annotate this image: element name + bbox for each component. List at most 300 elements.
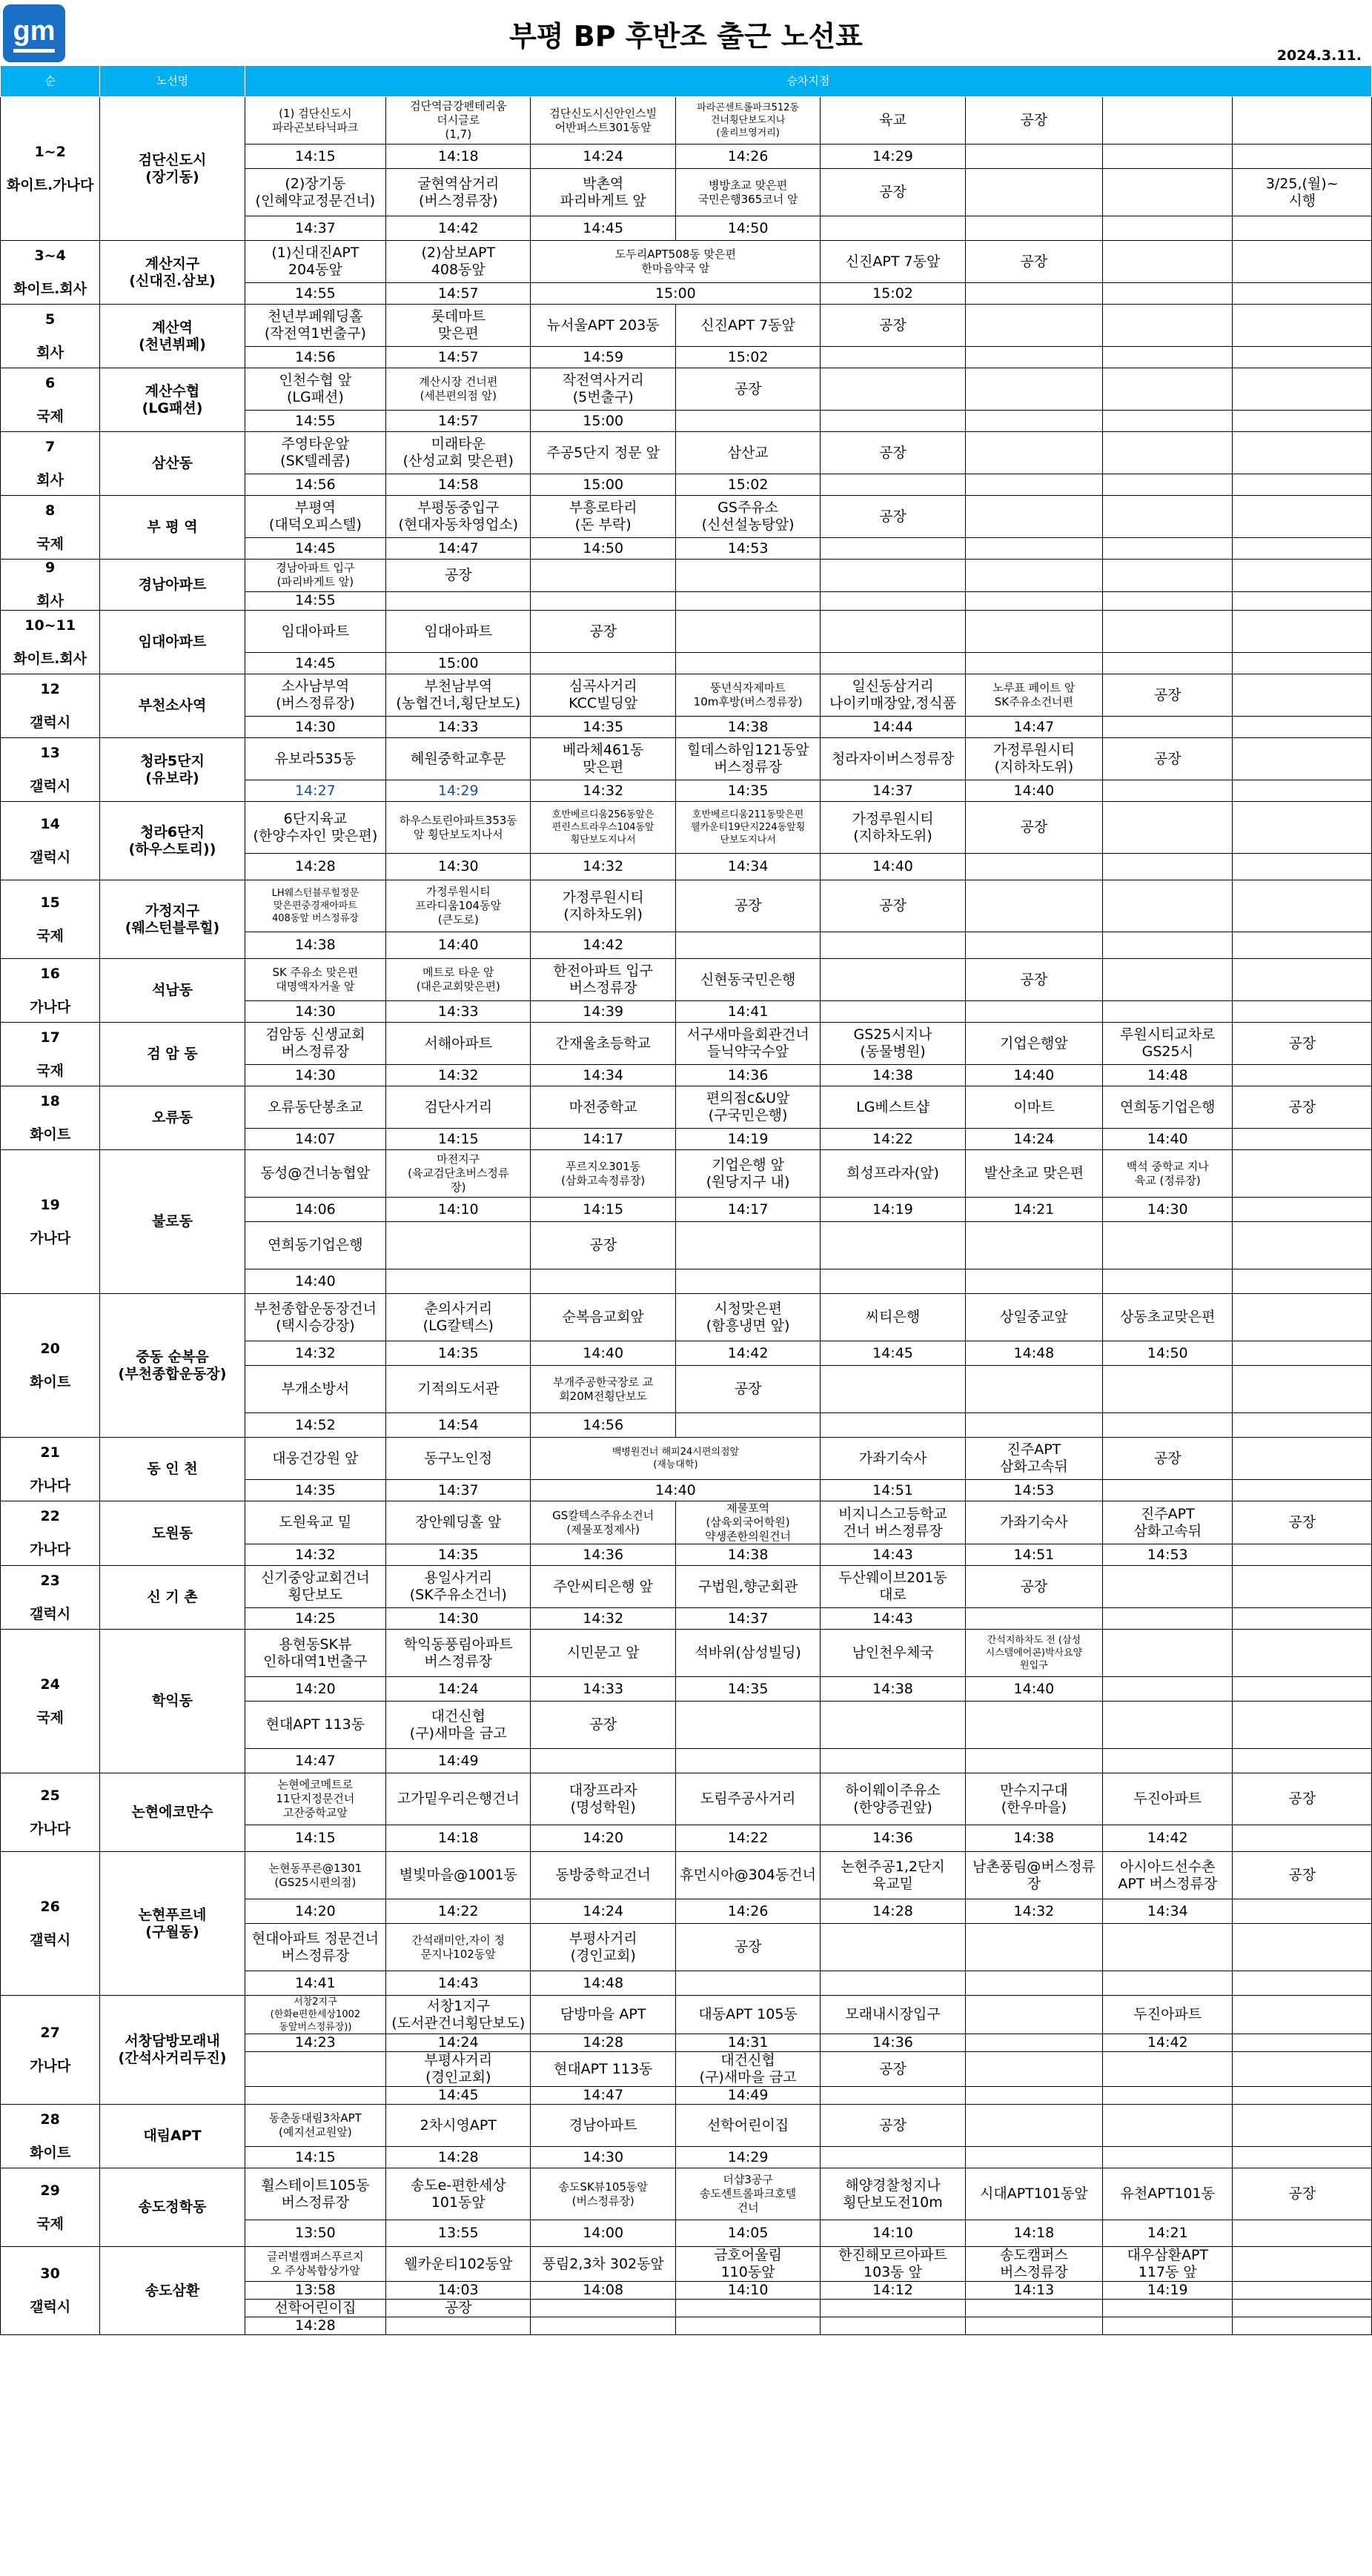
empty-cell: [821, 653, 965, 674]
empty-cell: [1233, 1825, 1372, 1852]
departure-time: 14:24: [531, 145, 675, 169]
empty-cell: [531, 1749, 675, 1773]
empty-cell: [821, 1269, 965, 1294]
departure-time: 14:56: [245, 347, 385, 368]
empty-cell: [1103, 432, 1233, 474]
route-number: 14: [40, 815, 60, 832]
departure-time: 14:42: [531, 932, 675, 959]
empty-cell: [1233, 2220, 1372, 2247]
route-stop-row: [1, 959, 1372, 1001]
stop-cell: 2차시영APT: [386, 2105, 531, 2147]
stop-cell: 공장: [965, 1566, 1102, 1608]
empty-cell: [1233, 932, 1372, 959]
stop-cell: 공장: [531, 611, 675, 653]
stop-cell: 글러벌캠퍼스푸르지 오 주상복합상가앞: [245, 2247, 385, 2282]
departure-time: 14:38: [965, 1825, 1102, 1852]
empty-cell: [1103, 653, 1233, 674]
stop-cell: 이마트: [965, 1086, 1102, 1129]
stop-cell: 일신동삼거리 나이키매장앞,정식품: [821, 674, 965, 717]
departure-time: 14:15: [245, 1825, 385, 1852]
empty-cell: [1103, 2147, 1233, 2168]
empty-cell: [1103, 474, 1233, 496]
stop-cell: 별빛마을@1001동: [386, 1852, 531, 1899]
departure-time: 14:40: [531, 1341, 675, 1366]
empty-cell: [1233, 1438, 1372, 1480]
empty-cell: [245, 2087, 385, 2105]
stop-cell: 공장: [821, 305, 965, 347]
empty-cell: [1233, 2247, 1372, 2282]
route-number: 8: [45, 502, 56, 519]
stop-cell: 도두리APT508동 맞은편 한마음약국 앞: [531, 241, 821, 283]
route-stop-row: [1, 1086, 1372, 1129]
empty-cell: [531, 2317, 675, 2335]
stop-cell: 논현주공1,2단지 육교밑: [821, 1852, 965, 1899]
empty-cell: [965, 2300, 1102, 2317]
departure-time: 14:24: [386, 2034, 531, 2052]
route-name: 도원동: [100, 1501, 245, 1566]
stop-cell: 아시아드선수촌 APT 버스정류장: [1103, 1852, 1233, 1899]
empty-cell: [821, 2317, 965, 2335]
empty-cell: [821, 1366, 965, 1413]
departure-time: 14:38: [245, 932, 385, 959]
stop-cell: 롯데마트 맞은편: [386, 305, 531, 347]
stop-cell: 송도캠퍼스 버스정류장: [965, 2247, 1102, 2282]
empty-cell: [821, 560, 965, 592]
stop-cell: 도림주공사거리: [675, 1773, 820, 1825]
route-number: 18: [40, 1092, 60, 1109]
bus-company: 회사: [36, 593, 64, 609]
stop-cell: 부평역 (대덕오피스텔): [245, 496, 385, 538]
departure-time: 14:28: [245, 2317, 385, 2335]
stop-cell: 신진APT 7동앞: [675, 305, 820, 347]
empty-cell: [965, 591, 1102, 610]
empty-cell: [1103, 216, 1233, 241]
departure-time: 14:22: [821, 1129, 965, 1150]
departure-time: 14:19: [821, 1198, 965, 1222]
route-stop-row: [1, 674, 1372, 717]
route-number: 27: [40, 2025, 60, 2041]
departure-time: 15:00: [386, 653, 531, 674]
empty-cell: [1233, 1677, 1372, 1702]
stop-cell: (1) 검단신도시 파라곤보타닉파크: [245, 97, 385, 145]
departure-time: 14:35: [386, 1341, 531, 1366]
empty-cell: [1103, 2087, 1233, 2105]
departure-time: 14:19: [675, 1129, 820, 1150]
route-stop-row: [1, 1630, 1372, 1677]
departure-time: 14:24: [965, 1129, 1102, 1150]
stop-cell: 용일사거리 (SK주유소건너): [386, 1566, 531, 1608]
departure-time: 14:43: [386, 1971, 531, 1996]
empty-cell: [1233, 2282, 1372, 2300]
bus-company: 국제: [36, 2215, 64, 2232]
departure-time: 14:20: [245, 1899, 385, 1924]
stop-cell: 공장: [1233, 1501, 1372, 1544]
departure-time: 14:03: [386, 2282, 531, 2300]
empty-cell: [965, 560, 1102, 592]
departure-time: 14:45: [386, 2087, 531, 2105]
departure-time: 14:26: [675, 1899, 820, 1924]
stop-cell: 공장: [1233, 1023, 1372, 1065]
stop-cell: 대우삼환APT 117동 앞: [1103, 2247, 1233, 2282]
route-stop-row: [1, 1150, 1372, 1198]
route-number: 29: [40, 2182, 60, 2199]
empty-cell: [1233, 1341, 1372, 1366]
empty-cell: [965, 496, 1102, 538]
bus-company: 화이트.가나다: [6, 176, 94, 193]
departure-time: 13:55: [386, 2220, 531, 2247]
stop-cell: 청라자이버스정류장: [821, 738, 965, 780]
stop-cell: 논현동푸른@1301 (GS25시편의점): [245, 1852, 385, 1899]
stop-cell: 만수지구대 (한우마을): [965, 1773, 1102, 1825]
empty-cell: [675, 653, 820, 674]
empty-cell: [1103, 2300, 1233, 2317]
departure-time: 14:25: [245, 1608, 385, 1630]
empty-cell: [1103, 1924, 1233, 1971]
departure-time: 14:53: [1103, 1544, 1233, 1566]
empty-cell: [821, 2087, 965, 2105]
empty-cell: [1233, 1198, 1372, 1222]
route-stop-row: [1, 1501, 1372, 1544]
bus-company: 국제: [36, 927, 64, 944]
page-header: [0, 0, 1372, 65]
stop-cell: 남인천우체국: [821, 1630, 965, 1677]
empty-cell: [1233, 854, 1372, 880]
stop-cell: 상동초교맞은편: [1103, 1294, 1233, 1341]
empty-cell: [1233, 1366, 1372, 1413]
stop-cell: 공장: [1233, 2168, 1372, 2220]
empty-cell: [965, 411, 1102, 432]
departure-time: 14:35: [245, 1480, 385, 1501]
stop-cell: 공장: [675, 880, 820, 932]
route-name: 가정지구 (웨스턴블루힐): [100, 880, 245, 959]
stop-cell: 공장: [965, 97, 1102, 145]
empty-cell: [675, 2300, 820, 2317]
stop-cell: 인천수협 앞 (LG패션): [245, 368, 385, 411]
stop-cell: 웰카운티102동앞: [386, 2247, 531, 2282]
route-number-cell: [1, 1438, 100, 1501]
route-name: 학익동: [100, 1630, 245, 1773]
stop-cell: 휴먼시아@304동건너: [675, 1852, 820, 1899]
stop-cell: 공장: [1233, 1086, 1372, 1129]
departure-time: 14:36: [675, 1065, 820, 1086]
stop-cell: (2)장기동 (인혜약교정문건너): [245, 169, 385, 216]
stop-cell: 현대APT 113동: [531, 2052, 675, 2087]
empty-cell: [1103, 2317, 1233, 2335]
stop-cell: 석바위(삼성빌딩): [675, 1630, 820, 1677]
route-number: 26: [40, 1898, 60, 1915]
empty-cell: [965, 880, 1102, 932]
stop-cell: 편의점c&U앞 (구국민은행): [675, 1086, 820, 1129]
route-table: [0, 65, 1372, 2335]
departure-time: 14:40: [965, 1065, 1102, 1086]
empty-cell: [1233, 1924, 1372, 1971]
stop-cell: 기업은행앞: [965, 1023, 1102, 1065]
bus-company: 갤럭시: [30, 849, 71, 866]
empty-cell: [965, 2034, 1102, 2052]
empty-cell: [531, 560, 675, 592]
route-name: 대림APT: [100, 2105, 245, 2168]
empty-cell: [1233, 368, 1372, 411]
empty-cell: [1233, 474, 1372, 496]
empty-cell: [675, 932, 820, 959]
stop-cell: 주안씨티은행 앞: [531, 1566, 675, 1608]
departure-time: 14:32: [531, 780, 675, 802]
stop-cell: 공장: [1233, 1852, 1372, 1899]
route-number-cell: [1, 1150, 100, 1294]
empty-cell: [821, 591, 965, 610]
empty-cell: [821, 216, 965, 241]
empty-cell: [1233, 2105, 1372, 2147]
departure-time: 14:05: [675, 2220, 820, 2247]
route-number: 7: [45, 438, 56, 455]
stop-cell: 공장: [1103, 738, 1233, 780]
stop-cell: 대웅건강원 앞: [245, 1438, 385, 1480]
stop-cell: 하우스토린아파트353동 앞 횡단보도지나서: [386, 802, 531, 854]
stop-cell: 가정루원시티 프라디움104동앞 (큰도로): [386, 880, 531, 932]
departure-time: 14:28: [531, 2034, 675, 2052]
stop-cell: 공장: [675, 1924, 820, 1971]
route-stop-row: [1, 802, 1372, 854]
empty-cell: [386, 2317, 531, 2335]
departure-time: 14:28: [386, 2147, 531, 2168]
empty-cell: [1233, 1150, 1372, 1198]
departure-time: 14:41: [675, 1001, 820, 1023]
departure-time: 14:42: [675, 1341, 820, 1366]
departure-time: 14:47: [965, 717, 1102, 738]
departure-time: 14:40: [531, 1480, 821, 1501]
empty-cell: [1233, 347, 1372, 368]
departure-time: 14:18: [386, 145, 531, 169]
empty-cell: [821, 959, 965, 1001]
empty-cell: [1103, 283, 1233, 305]
stop-cell: 부흥로타리 (돈 부락): [531, 496, 675, 538]
stop-cell: 삼산교: [675, 432, 820, 474]
empty-cell: [675, 1971, 820, 1996]
stop-cell: 마전중학교: [531, 1086, 675, 1129]
departure-time: 14:37: [245, 216, 385, 241]
empty-cell: [1233, 2087, 1372, 2105]
departure-time: 14:50: [531, 538, 675, 560]
empty-cell: [1233, 145, 1372, 169]
departure-time: 14:34: [1103, 1899, 1233, 1924]
departure-time: 14:53: [675, 538, 820, 560]
empty-cell: [1233, 241, 1372, 283]
route-stop-row: [1, 1852, 1372, 1899]
stop-cell: 호반베르디움256동앞은 편린스트라우스104동앞 횡단보도지나서: [531, 802, 675, 854]
route-number: 19: [40, 1196, 60, 1213]
departure-time: 15:00: [531, 474, 675, 496]
route-name: 청라6단지 (하우스토리)): [100, 802, 245, 880]
stop-cell: 시민문고 앞: [531, 1630, 675, 1677]
empty-cell: [1233, 1996, 1372, 2034]
empty-cell: [386, 591, 531, 610]
empty-cell: [1233, 1480, 1372, 1501]
empty-cell: [1233, 1630, 1372, 1677]
stop-cell: (2)삼보APT 408동앞: [386, 241, 531, 283]
departure-time: 14:30: [245, 1001, 385, 1023]
departure-time: 14:29: [675, 2147, 820, 2168]
stop-cell: 베라체461동 맞은편: [531, 738, 675, 780]
empty-cell: [1233, 305, 1372, 347]
route-name: 중동 순복음 (부천종합운동장): [100, 1294, 245, 1438]
departure-time: 14:42: [1103, 2034, 1233, 2052]
stop-cell: 공장: [386, 560, 531, 592]
bus-company: 회사: [36, 471, 64, 488]
empty-cell: [675, 1702, 820, 1749]
col-header-stops: 승차지점: [245, 66, 1371, 97]
route-number-cell: [1, 241, 100, 305]
empty-cell: [1103, 145, 1233, 169]
stop-cell: 남촌풍림@버스정류 장: [965, 1852, 1102, 1899]
route-number-cell: [1, 674, 100, 738]
departure-time: 14:30: [245, 717, 385, 738]
empty-cell: [1233, 780, 1372, 802]
stop-cell: 심곡사거리 KCC빌딩앞: [531, 674, 675, 717]
empty-cell: [1233, 1001, 1372, 1023]
departure-time: 14:15: [245, 2147, 385, 2168]
departure-time: 14:22: [386, 1899, 531, 1924]
departure-time: 14:40: [1103, 1129, 1233, 1150]
route-number-cell: [1, 1852, 100, 1996]
stop-cell: 순복음교회앞: [531, 1294, 675, 1341]
empty-cell: [1103, 1566, 1233, 1608]
empty-cell: [1233, 1544, 1372, 1566]
empty-cell: [965, 1749, 1102, 1773]
empty-cell: [1233, 2034, 1372, 2052]
route-number-cell: [1, 738, 100, 802]
stop-cell: 용현동SK뷰 인하대역1번출구: [245, 1630, 385, 1677]
departure-time: 14:21: [965, 1198, 1102, 1222]
departure-time: 14:37: [821, 780, 965, 802]
route-name: 계산역 (천년뷔페): [100, 305, 245, 368]
stop-cell: 부평사거리 (경인교회): [531, 1924, 675, 1971]
stop-cell: 금호어울림 110동앞: [675, 2247, 820, 2282]
empty-cell: [1103, 1001, 1233, 1023]
route-stop-row: [1, 1294, 1372, 1341]
stop-cell: 미래타운 (산성교회 맞은편): [386, 432, 531, 474]
empty-cell: [1103, 368, 1233, 411]
empty-cell: [1103, 1480, 1233, 1501]
stop-cell: 노루표 페이트 앞 SK주유소건너편: [965, 674, 1102, 717]
stop-cell: 부평동중입구 (현대자동차영업소): [386, 496, 531, 538]
empty-cell: [1233, 1702, 1372, 1749]
stop-cell: 연희동기업은행: [245, 1222, 385, 1269]
route-number: 9: [45, 560, 56, 576]
stop-cell: 대장프라자 (명성학원): [531, 1773, 675, 1825]
empty-cell: [1103, 496, 1233, 538]
departure-time: 14:07: [245, 1129, 385, 1150]
empty-cell: [965, 932, 1102, 959]
empty-cell: [965, 1702, 1102, 1749]
empty-cell: [1233, 1608, 1372, 1630]
stop-cell: 뉴서울APT 203동: [531, 305, 675, 347]
route-number-cell: [1, 432, 100, 496]
route-number-cell: [1, 959, 100, 1023]
empty-cell: [1103, 802, 1233, 854]
route-number: 5: [45, 311, 56, 328]
departure-time: 14:57: [386, 283, 531, 305]
empty-cell: [1103, 591, 1233, 610]
stop-cell: 동성@건너농협앞: [245, 1150, 385, 1198]
departure-time: 14:17: [675, 1198, 820, 1222]
stop-cell: 검단신도시신안인스빌 어반퍼스트301동앞: [531, 97, 675, 145]
departure-time: 14:30: [531, 2147, 675, 2168]
empty-cell: [531, 653, 675, 674]
stop-cell: 공장: [965, 959, 1102, 1001]
stop-cell: 동춘동대림3차APT (예지선교원앞): [245, 2105, 385, 2147]
route-number: 1~2: [34, 143, 66, 160]
departure-time: 14:30: [245, 1065, 385, 1086]
route-name: 삼산동: [100, 432, 245, 496]
departure-time: 14:47: [386, 538, 531, 560]
departure-time: 14:26: [675, 145, 820, 169]
empty-cell: [965, 1924, 1102, 1971]
empty-cell: [1103, 1630, 1233, 1677]
route-stop-row: [1, 496, 1372, 538]
stop-cell: SK 주유소 맞은편 대명액자거울 앞: [245, 959, 385, 1001]
stop-cell: 해양경찰청지나 횡단보도전10m: [821, 2168, 965, 2220]
empty-cell: [1233, 1294, 1372, 1341]
stop-cell: 학익동풍림아파트 버스정류장: [386, 1630, 531, 1677]
empty-cell: [965, 283, 1102, 305]
route-stop-row: [1, 2105, 1372, 2147]
departure-time: 14:28: [245, 854, 385, 880]
departure-time: 14:50: [675, 216, 820, 241]
stop-cell: LG베스트샵: [821, 1086, 965, 1129]
empty-cell: [1233, 496, 1372, 538]
stop-cell: 임대아파트: [386, 611, 531, 653]
departure-time: 14:57: [386, 411, 531, 432]
route-name: 불로동: [100, 1150, 245, 1294]
route-name: 송도정학동: [100, 2168, 245, 2247]
route-name: 경남아파트: [100, 560, 245, 611]
route-stop-row: [1, 1023, 1372, 1065]
empty-cell: [1233, 2052, 1372, 2087]
empty-cell: [1233, 2317, 1372, 2335]
departure-time: 14:32: [245, 1341, 385, 1366]
issue-date: 2024.3.11.: [1276, 47, 1362, 64]
empty-cell: [1233, 717, 1372, 738]
stop-cell: 가정루원시티 (지하차도위): [531, 880, 675, 932]
stop-cell: 가정루원시티 (지하차도위): [965, 738, 1102, 780]
departure-time: 14:44: [821, 717, 965, 738]
departure-time: 14:27: [245, 780, 385, 802]
empty-cell: [1103, 2052, 1233, 2087]
departure-time: 14:36: [531, 1544, 675, 1566]
route-name: 검단신도시 (장기동): [100, 97, 245, 241]
departure-time: 14:52: [245, 1413, 385, 1438]
departure-time: 14:49: [675, 2087, 820, 2105]
empty-cell: [1103, 1702, 1233, 1749]
col-header-route: 노선명: [100, 66, 245, 97]
departure-time: 14:30: [386, 1608, 531, 1630]
empty-cell: [1103, 411, 1233, 432]
empty-cell: [965, 432, 1102, 474]
empty-cell: [965, 611, 1102, 653]
route-number: 24: [40, 1676, 60, 1693]
departure-time: 14:36: [821, 1825, 965, 1852]
empty-cell: [821, 1001, 965, 1023]
empty-cell: [821, 1413, 965, 1438]
bus-company: 화이트.회사: [13, 650, 87, 667]
empty-cell: [1103, 2105, 1233, 2147]
departure-time: 14:35: [531, 717, 675, 738]
empty-cell: [1233, 1129, 1372, 1150]
empty-cell: [1233, 802, 1372, 854]
empty-cell: [965, 305, 1102, 347]
departure-time: 15:02: [821, 283, 965, 305]
stop-cell: 구법원,향군회관: [675, 1566, 820, 1608]
